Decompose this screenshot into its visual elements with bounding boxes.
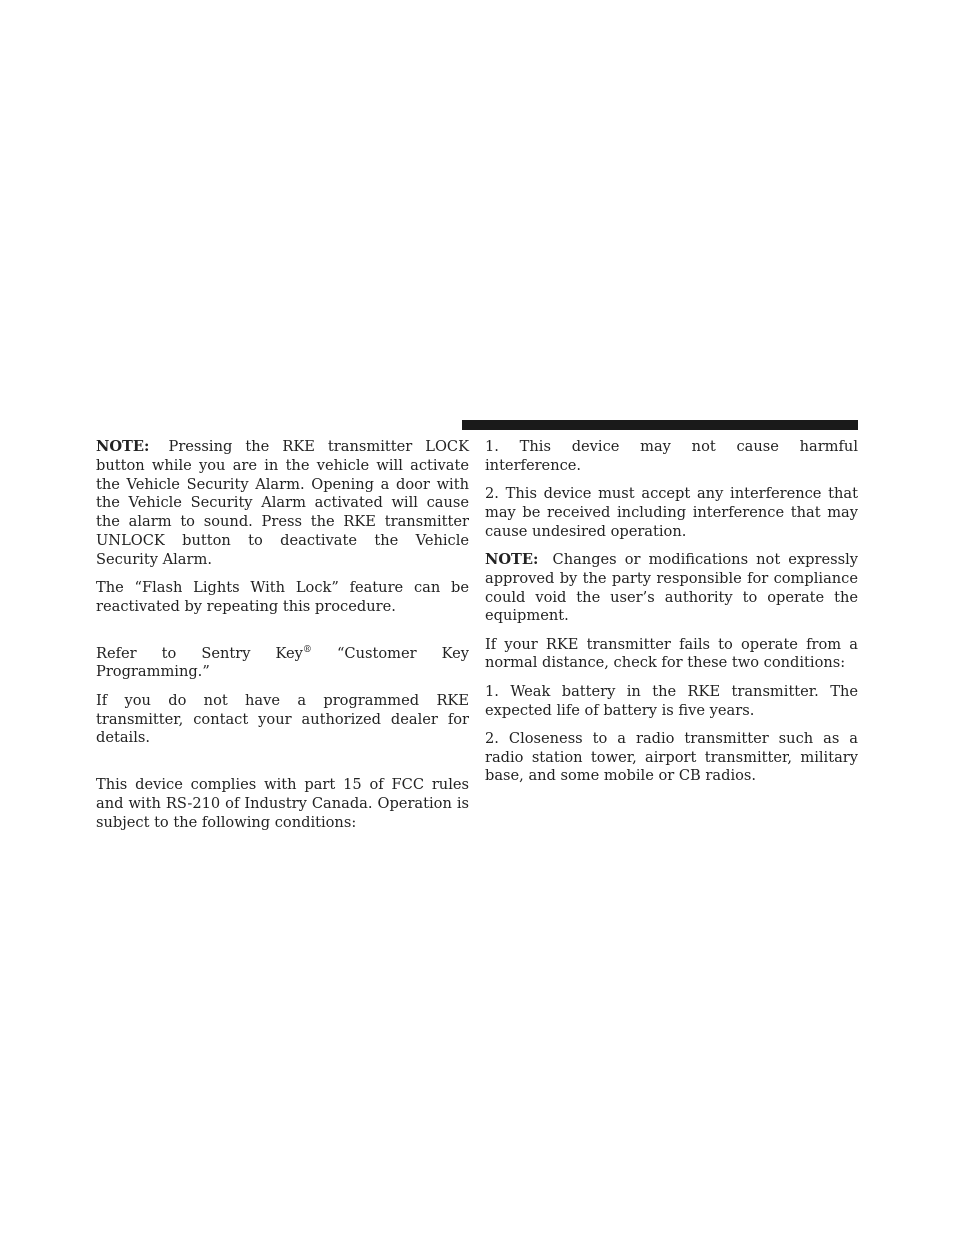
check-condition-2: 2. Closeness to a radio transmitter such as a radio station tower, airport transmitter, military base, and some mobile or CB radios. bbox=[485, 729, 858, 785]
registered-mark: ® bbox=[302, 644, 312, 655]
note-label: NOTE: bbox=[485, 550, 539, 568]
section-header-bar bbox=[462, 420, 858, 430]
flash-lights-paragraph: The “Flash Lights With Lock” feature can be reactivated by repeating this procedure. bbox=[96, 579, 469, 615]
no-transmitter-paragraph: If you do not have a programmed RKE transmitter, contact your authorized dealer for details. bbox=[96, 691, 469, 747]
refer-sentry-key-paragraph bbox=[96, 645, 469, 683]
condition-2: 2. This device must accept any interference that may be received including interference that may cause undesired operation. bbox=[485, 485, 858, 540]
right-column bbox=[485, 438, 858, 796]
note-paragraph-modifications bbox=[485, 551, 858, 626]
check-condition-1: 1. Weak battery in the RKE transmitter. The expected life of battery is five years. bbox=[485, 682, 858, 719]
note-text: Pressing the RKE transmitter LOCK button while you are in the vehicle will activate the Vehicle Security Alarm. Opening a door with the Vehicle Security Alarm activated will cause the alarm to sound. Press the RKE transmitter UNLOCK button to deactivate the Vehicle Security Alarm. bbox=[96, 438, 469, 568]
fcc-compliance-paragraph: This device complies with part 15 of FCC rules and with RS-210 of Industry Canada. Operation is subject to the following conditions: bbox=[96, 776, 469, 831]
note-text: Changes or modifications not expressly approved by the party responsible for compliance could void the user’s authority to operate the equipment. bbox=[485, 550, 858, 625]
condition-1: 1. This device may not cause harmful interference. bbox=[485, 438, 858, 474]
left-column bbox=[96, 438, 469, 842]
note-paragraph-alarm bbox=[96, 438, 469, 570]
transmitter-fails-paragraph: If your RKE transmitter fails to operate from a normal distance, check for these two conditions: bbox=[485, 635, 858, 672]
note-label: NOTE: bbox=[96, 438, 150, 455]
refer-prefix: Refer to Sentry Key bbox=[96, 644, 303, 662]
refer-suffix: “Customer Key Programming.” bbox=[96, 644, 470, 681]
